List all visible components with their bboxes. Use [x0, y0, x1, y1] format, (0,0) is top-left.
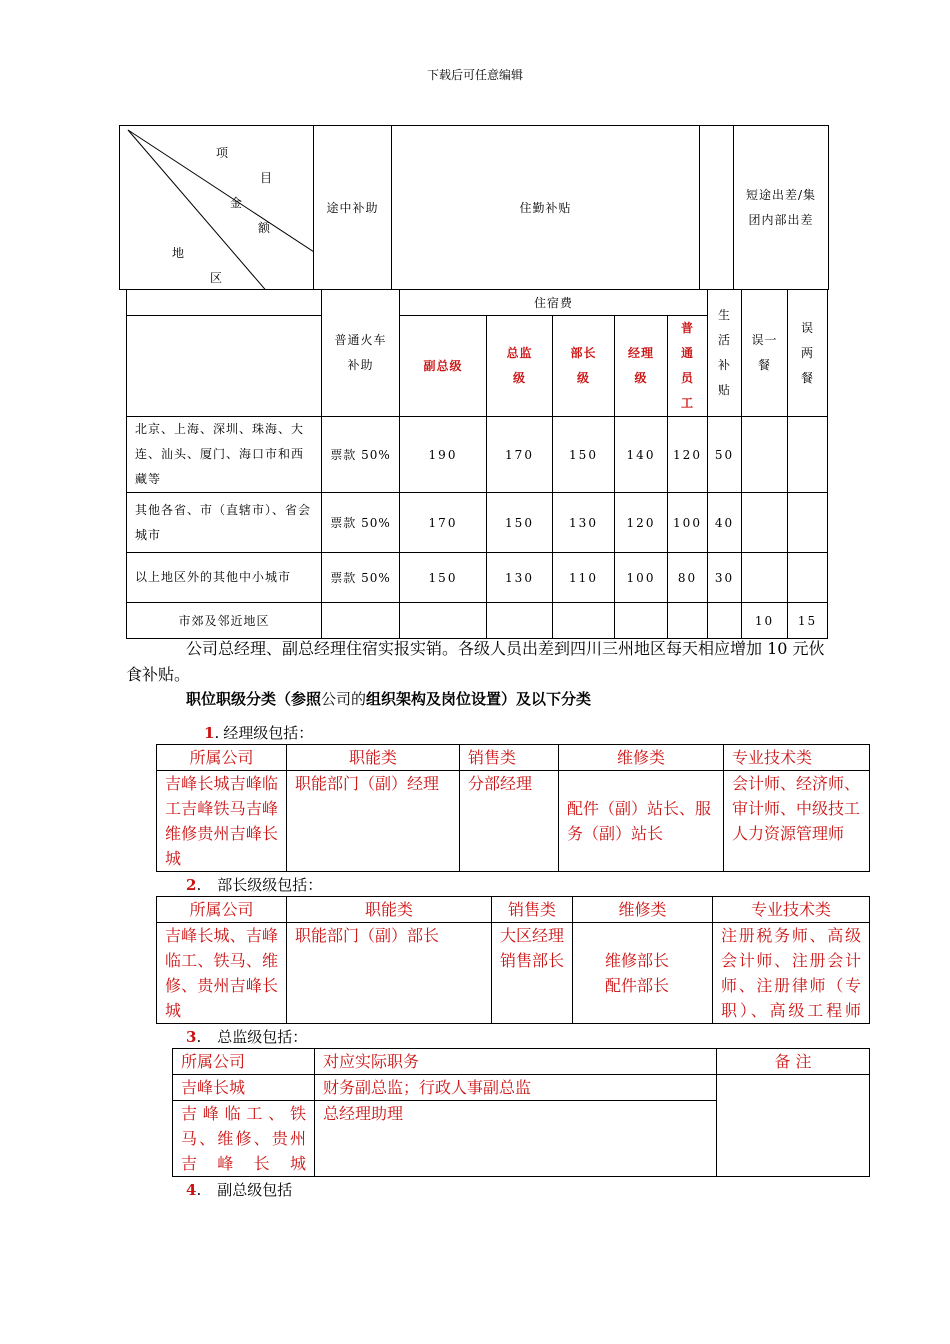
- note-line-1: 公司总经理、副总经理住宿实报实销。各级人员出差到四川三州地区每天相应增加 10 元伙: [186, 639, 825, 658]
- item-2-heading: 2. 部长级级包括：: [186, 876, 323, 894]
- cell-tier1-vp: 190: [400, 417, 487, 493]
- rank-director: 总监级: [487, 316, 553, 417]
- cell-tier1-manager: 140: [615, 417, 668, 493]
- item-3-heading: 3. 总监级包括：: [186, 1028, 308, 1046]
- mgr-repair: 配件（副）站长、服务（副）站长: [559, 771, 724, 872]
- cell-tier2-living: 40: [708, 493, 742, 553]
- header-empty: [700, 126, 734, 290]
- train-suburb: [322, 603, 400, 639]
- miss-two-header: 误两餐: [788, 290, 828, 417]
- corner-label-jin: 金: [230, 196, 244, 210]
- cell-tier3-minister: 110: [553, 553, 615, 603]
- cell-tier3-living: 30: [708, 553, 742, 603]
- header-work: 住勤补贴: [392, 126, 700, 290]
- note-line-2: 食补贴。: [126, 665, 191, 684]
- header-short-trip: 短途出差/集团内部出差: [734, 126, 829, 290]
- lodging-header: 住宿费: [400, 290, 708, 316]
- min-sales: 大区经理销售部长: [492, 923, 573, 1024]
- region-tier1: 北京、上海、深圳、珠海、大连、汕头、厦门、海口市和西藏等: [127, 417, 322, 493]
- train-tier3: 票款 50%: [322, 553, 400, 603]
- region-tier2: 其他各省、市（直辖市）、省会城市: [127, 493, 322, 553]
- cell-tier3-vp: 150: [400, 553, 487, 603]
- mgr-header-functional: 职能类: [287, 745, 460, 771]
- min-header-repair: 维修类: [573, 897, 713, 923]
- corner-label-e: 额: [258, 221, 272, 235]
- rank-vice-president: 副总级: [400, 316, 487, 417]
- header-transit: 途中补助: [314, 126, 392, 290]
- cell-tier1-staff: 120: [668, 417, 708, 493]
- cell-tier2-miss1: [742, 493, 788, 553]
- rank-staff: 普通员工: [668, 316, 708, 417]
- cell-tier2-staff: 100: [668, 493, 708, 553]
- region-tier3: 以上地区外的其他中小城市: [127, 553, 322, 603]
- train-tier2: 票款 50%: [322, 493, 400, 553]
- cell-tier1-minister: 150: [553, 417, 615, 493]
- cell-tier2-manager: 120: [615, 493, 668, 553]
- chief-row1-duty: 财务副总监；行政人事副总监: [315, 1075, 717, 1101]
- corner-cell: [120, 126, 314, 290]
- cell-tier1-living: 50: [708, 417, 742, 493]
- mgr-header-repair: 维修类: [559, 745, 724, 771]
- region-header: [127, 316, 322, 417]
- min-repair: 维修部长配件部长: [573, 923, 713, 1024]
- region-suburb: 市郊及邻近地区: [127, 603, 322, 639]
- living-header: 生活补贴: [708, 290, 742, 417]
- chief-row1-company: 吉峰长城: [173, 1075, 315, 1101]
- cell-suburb-miss2: 15: [788, 603, 828, 639]
- cell-suburb-manager: [615, 603, 668, 639]
- cell-tier1-director: 170: [487, 417, 553, 493]
- min-tech: 注册税务师、高级会计师、注册会计师、注册律师（专职）、高级工程师: [713, 923, 870, 1024]
- mgr-header-tech: 专业技术类: [724, 745, 870, 771]
- mgr-company: 吉峰长城吉峰临工吉峰铁马吉峰维修贵州吉峰长城: [157, 771, 287, 872]
- chief-note-cell: [717, 1075, 870, 1177]
- rank-manager: 经理级: [615, 316, 668, 417]
- mgr-header-sales: 销售类: [460, 745, 559, 771]
- chief-row2-duty: 总经理助理: [315, 1101, 717, 1177]
- min-header-tech: 专业技术类: [713, 897, 870, 923]
- min-header-functional: 职能类: [287, 897, 492, 923]
- corner-label-mu: 目: [260, 171, 274, 185]
- page-header: 下载后可任意编辑: [426, 68, 523, 82]
- train-header: 普通火车补助: [322, 290, 400, 417]
- cell-suburb-minister: [553, 603, 615, 639]
- cell-tier2-vp: 170: [400, 493, 487, 553]
- chief-row2-company: 吉峰临工、铁马、维修、贵州吉峰长城: [173, 1101, 315, 1177]
- miss-one-header: 误一餐: [742, 290, 788, 417]
- cell-tier3-manager: 100: [615, 553, 668, 603]
- cell-suburb-miss1: 10: [742, 603, 788, 639]
- rank-minister: 部长级: [553, 316, 615, 417]
- mgr-tech: 会计师、经济师、审计师、中级技工人力资源管理师: [724, 771, 870, 872]
- allowance-table: [126, 289, 828, 639]
- cell-suburb-staff: [668, 603, 708, 639]
- cell-tier1-miss2: [788, 417, 828, 493]
- cell-tier3-director: 130: [487, 553, 553, 603]
- mgr-functional: 职能部门（副）经理: [287, 771, 460, 872]
- cell-tier2-director: 150: [487, 493, 553, 553]
- item-4-heading: 4. 副总级包括: [186, 1181, 293, 1199]
- mgr-header-company: 所属公司: [157, 745, 287, 771]
- manager-level-table: [156, 744, 870, 872]
- min-functional: 职能部门（副）部长: [287, 923, 492, 1024]
- allowance-table-top: [119, 125, 829, 290]
- min-header-sales: 销售类: [492, 897, 573, 923]
- cell-tier1-miss1: [742, 417, 788, 493]
- cell-tier3-staff: 80: [668, 553, 708, 603]
- corner-label-di: 地: [172, 246, 186, 260]
- cell-suburb-director: [487, 603, 553, 639]
- cell-suburb-vp: [400, 603, 487, 639]
- train-tier1: 票款 50%: [322, 417, 400, 493]
- minister-level-table: [156, 896, 870, 1024]
- min-company: 吉峰长城、吉峰临工、铁马、维修、贵州吉峰长城: [157, 923, 287, 1024]
- cell-tier3-miss1: [742, 553, 788, 603]
- item-1-heading: 1. 经理级包括：: [204, 724, 314, 742]
- cell-tier2-miss2: [788, 493, 828, 553]
- corner-label-qu: 区: [210, 271, 224, 285]
- region-header-top: [127, 290, 322, 316]
- chief-header-company: 所属公司: [173, 1049, 315, 1075]
- cell-suburb-living: [708, 603, 742, 639]
- section-title: 职位职级分类（参照公司的组织架构及岗位设置）及以下分类: [186, 690, 592, 708]
- cell-tier2-minister: 130: [553, 493, 615, 553]
- cell-tier3-miss2: [788, 553, 828, 603]
- chief-header-note: 备 注: [717, 1049, 870, 1075]
- chief-header-duty: 对应实际职务: [315, 1049, 717, 1075]
- corner-label-xiang: 项: [216, 146, 230, 160]
- min-header-company: 所属公司: [157, 897, 287, 923]
- mgr-sales: 分部经理: [460, 771, 559, 872]
- chief-level-table: [172, 1048, 870, 1177]
